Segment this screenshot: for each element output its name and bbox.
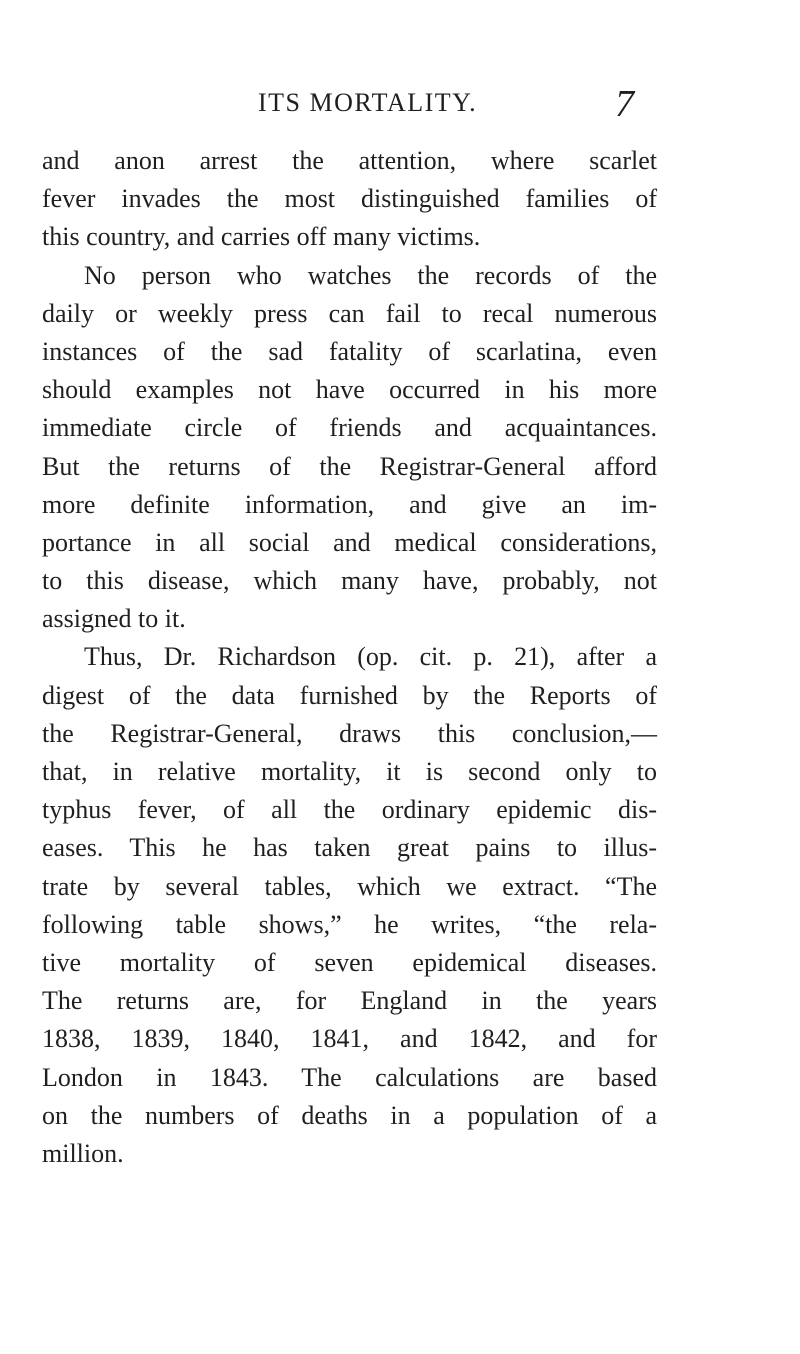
text-line: typhus fever, of all the ordinary epidemic dis- — [42, 795, 657, 825]
text-line: daily or weekly press can fail to recal numerous — [42, 298, 657, 328]
text-line: trate by several tables, which we extract. “The — [42, 871, 657, 901]
text-line: immediate circle of friends and acquaintances. — [42, 413, 657, 443]
text-line: to this disease, which many have, probably, not — [42, 566, 657, 596]
text-line: fever invades the most distinguished families of — [42, 184, 657, 214]
text-line: that, in relative mortality, it is second only to — [42, 757, 657, 786]
text-line: digest of the data furnished by the Reports of — [42, 680, 657, 710]
page-title: ITS MORTALITY. — [258, 88, 478, 117]
page-number: 7 — [615, 83, 634, 125]
body-text — [42, 142, 657, 1173]
text-line: million. — [42, 1138, 124, 1168]
text-line: 1838, 1839, 1840, 1841, and 1842, and for — [42, 1024, 657, 1054]
text-line: No person who watches the records of the — [84, 260, 657, 290]
text-line: instances of the sad fatality of scarlatina, even — [42, 336, 657, 366]
text-line: on the numbers of deaths in a population of a — [42, 1100, 657, 1130]
text-line: following table shows,” he writes, “the rela- — [42, 909, 657, 939]
text-line: But the returns of the Registrar-General afford — [42, 451, 657, 481]
text-line: this country, and carries off many victims. — [42, 222, 481, 252]
text-line: portance in all social and medical considerations, — [42, 527, 657, 557]
text-line: more definite information, and give an im- — [42, 489, 657, 519]
text-line: The returns are, for England in the years — [42, 986, 657, 1016]
text-line: tive mortality of seven epidemical diseases. — [42, 947, 657, 977]
text-line: and anon arrest the attention, where scarlet — [42, 146, 657, 175]
text-line: eases. This he has taken great pains to illus- — [42, 833, 657, 863]
text-line: assigned to it. — [42, 604, 186, 634]
running-head — [42, 83, 642, 128]
text-line: the Registrar-General, draws this conclusion,— — [42, 718, 657, 748]
text-line: should examples not have occurred in his more — [42, 375, 657, 405]
text-line: Thus, Dr. Richardson (op. cit. p. 21), after a — [84, 642, 657, 672]
text-line: London in 1843. The calculations are based — [42, 1062, 657, 1092]
